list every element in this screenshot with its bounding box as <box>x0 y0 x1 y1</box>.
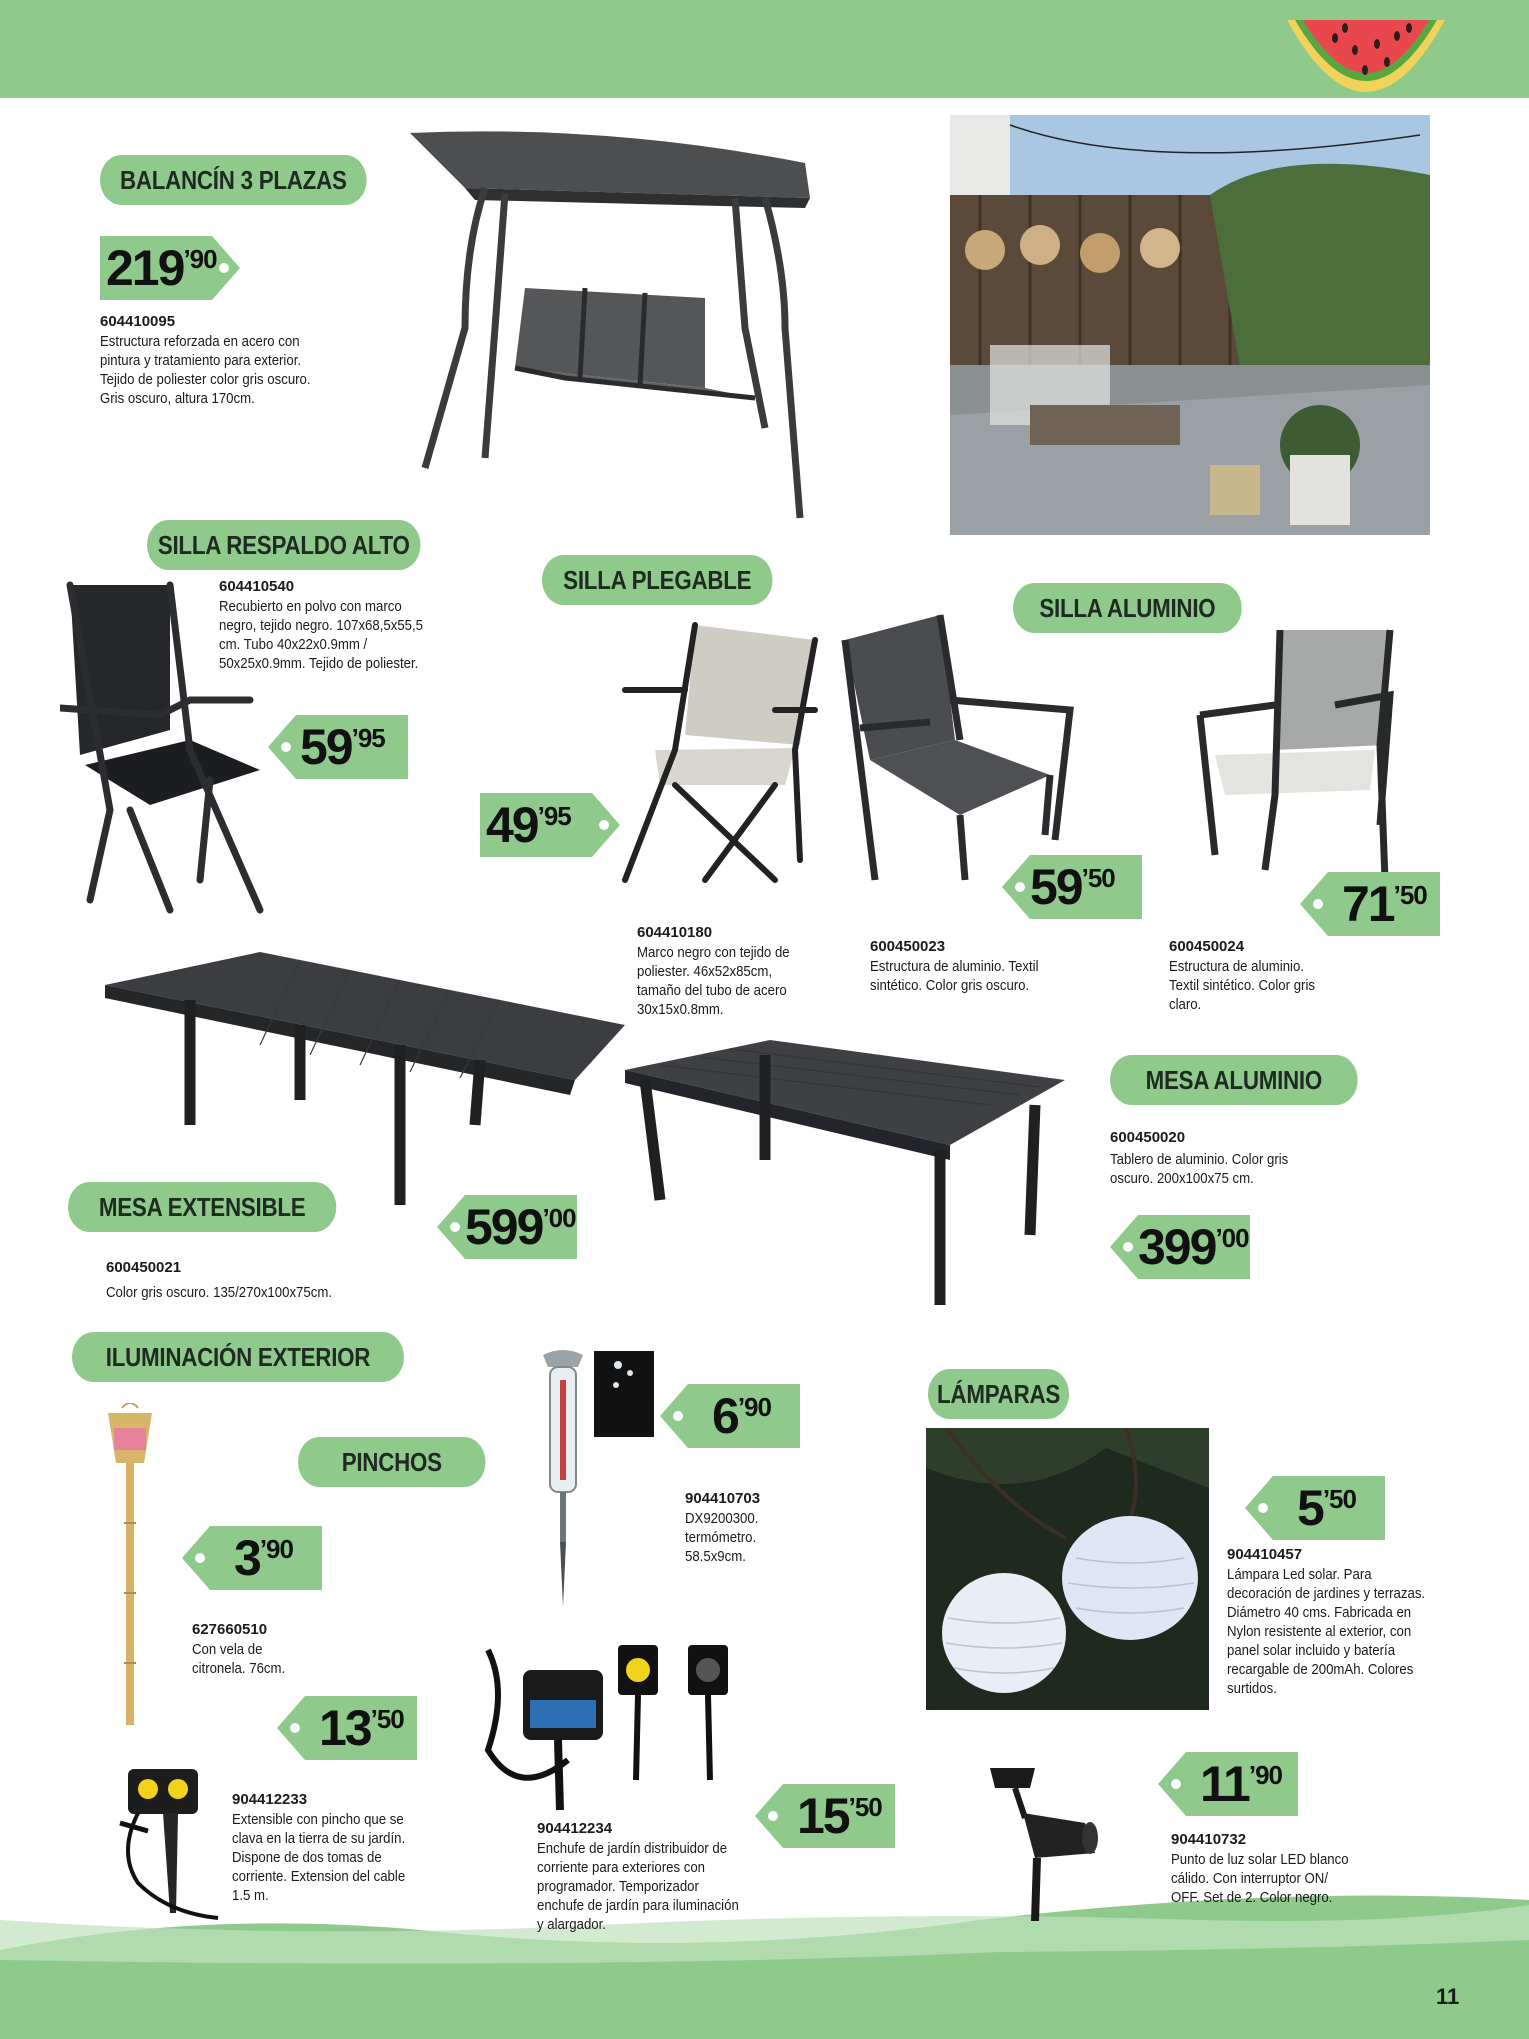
punto-luz-price-tag: 11 ’90 <box>1158 1752 1298 1816</box>
iluminacion-title: ILUMINACIÓN EXTERIOR <box>72 1332 404 1382</box>
lamparas-desc: Lámpara Led solar. Para decoración de jardines y terrazas. Diámetro 40 cms. Fabricada en Nylon resistente al exterior, con panel solar incluido y batería recargable de 200mAh. Colores surtidos. <box>1227 1566 1426 1697</box>
silla-respaldo-title: SILLA RESPALDO ALTO <box>147 520 420 570</box>
balancin-code: 604410095 <box>100 313 176 330</box>
enchufe-jardin-desc: Enchufe de jardín distribuidor de corriente para exteriores con programador. Temporizador enchufe de jardín para iluminación y alargador. <box>537 1840 739 1933</box>
punto-luz-code: 904410732 <box>1171 1831 1247 1848</box>
mesa-aluminio-code: 600450020 <box>1110 1129 1186 1146</box>
lamparas-title: LÁMPARAS <box>928 1369 1069 1419</box>
silla-respaldo-code: 604410540 <box>219 578 295 595</box>
dark-aluminum-chair-image <box>840 610 1080 890</box>
enchufe-jardin-price-tag: 15 ’50 <box>755 1784 895 1848</box>
termometro-price-tag: 6 ’90 <box>660 1384 800 1448</box>
termometro-code: 904410703 <box>685 1490 761 1507</box>
silla-alu-oscuro-code: 600450023 <box>870 938 946 955</box>
silla-alu-claro-code: 600450024 <box>1169 938 1245 955</box>
mesa-aluminio-price-tag: 399 ’00 <box>1110 1215 1250 1279</box>
termometro-desc: DX9200300. termómetro. 58.5x9cm. <box>685 1510 759 1565</box>
light-aluminum-chair-image <box>1195 625 1400 885</box>
folding-chair-image <box>615 620 830 890</box>
silla-plegable-desc: Marco negro con tejido de poliester. 46x52x85cm, tamaño del tubo de acero 30x15x0.8mm. <box>637 944 790 1018</box>
silla-plegable-title: SILLA PLEGABLE <box>542 555 772 605</box>
extensible-pincho-desc: Extensible con pincho que se clava en la tierra de su jardín. Dispone de dos tomas de corriente. Extension del cable 1.5 m. <box>232 1811 406 1904</box>
pinchos-title: PINCHOS <box>298 1437 485 1487</box>
silla-alu-claro-desc: Estructura de aluminio. Textil sintético. Color gris claro. <box>1169 958 1315 1013</box>
mesa-extensible-code: 600450021 <box>106 1259 182 1276</box>
garden-socket-stake-image <box>118 1763 228 1923</box>
silla-plegable-price-tag: 49 ’95 <box>480 793 620 857</box>
garden-distributor-image <box>478 1630 748 1815</box>
mesa-extensible-desc: Color gris oscuro. 135/270x100x75cm. <box>106 1284 332 1301</box>
balancin-price-tag: 219 ’90 <box>100 236 240 300</box>
solar-spotlight-image <box>985 1763 1115 1923</box>
extensible-pincho-price-tag: 13 ’50 <box>277 1696 417 1760</box>
page-number: 11 <box>1436 1984 1460 2009</box>
bamboo-torch-image <box>100 1403 160 1728</box>
pinchos-desc: Con vela de citronela. 76cm. <box>192 1641 286 1677</box>
silla-plegable-code: 604410180 <box>637 924 713 941</box>
silla-respaldo-desc: Recubierto en polvo con marco negro, tejido negro. 107x68,5x55,5 cm. Tubo 40x22x0.9mm / 50x25x0.9mm. Tejido de poliester. <box>219 598 424 672</box>
balancin-title: BALANCÍN 3 PLAZAS <box>100 155 367 205</box>
balancin-desc: Estructura reforzada en acero con pintura y tratamiento para exterior. Tejido de poliester color gris oscuro. Gris oscuro, altura 170cm. <box>100 333 311 407</box>
high-back-chair-image <box>60 580 280 915</box>
lamparas-price-tag: 5 ’50 <box>1245 1476 1385 1540</box>
patio-photo <box>950 115 1430 535</box>
extensible-pincho-code: 904412233 <box>232 1791 308 1808</box>
silla-aluminio-title: SILLA ALUMINIO <box>1013 583 1242 633</box>
solar-thermometer-image <box>538 1345 658 1610</box>
silla-alu-oscuro-price-tag: 59 ’50 <box>1002 855 1142 919</box>
silla-alu-claro-price-tag: 71 ’50 <box>1300 872 1440 936</box>
mesa-aluminio-title: MESA ALUMINIO <box>1110 1055 1358 1105</box>
watermelon-icon <box>1285 14 1447 100</box>
punto-luz-desc: Punto de luz solar LED blanco cálido. Con interruptor ON/ OFF. Set de 2. Color negro. <box>1171 1851 1349 1906</box>
enchufe-jardin-code: 904412234 <box>537 1820 613 1837</box>
silla-alu-oscuro-desc: Estructura de aluminio. Textil sintético. Color gris oscuro. <box>870 958 1039 994</box>
pinchos-price-tag: 3 ’90 <box>182 1526 322 1590</box>
mesa-aluminio-desc: Tablero de aluminio. Color gris oscuro. 200x100x75 cm. <box>1110 1151 1289 1187</box>
solar-lanterns-photo <box>926 1428 1209 1710</box>
mesa-extensible-price-tag: 599 ’00 <box>437 1195 577 1259</box>
mesa-extensible-title: MESA EXTENSIBLE <box>68 1182 336 1232</box>
swing-bench-image <box>405 128 825 523</box>
lamparas-code: 904410457 <box>1227 1546 1303 1563</box>
pinchos-code: 627660510 <box>192 1621 268 1638</box>
extending-table-image <box>100 950 630 1210</box>
silla-respaldo-price-tag: 59 ’95 <box>268 715 408 779</box>
aluminum-table-image <box>620 1035 1070 1310</box>
